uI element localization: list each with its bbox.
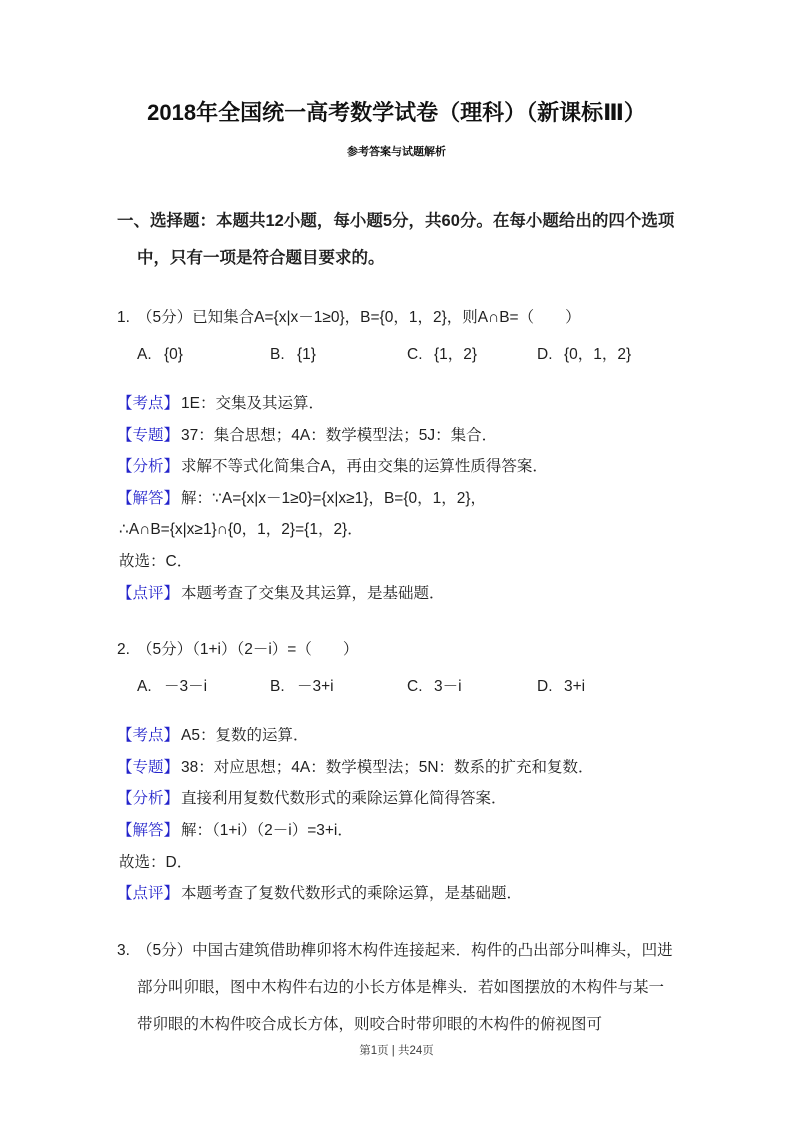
jieda-label: 【解答】 [117,489,180,507]
jieda-text: 解：（1+i）（2－i）=3+i． [181,821,353,839]
solution-line-fenxi [117,783,679,815]
zhuanti-text: 37：集合思想；4A：数学模型法；5J：集合． [181,426,498,444]
option-c [407,668,537,705]
dianping-label: 【点评】 [117,885,180,903]
question-2-solution [117,720,679,910]
jieda-label: 【解答】 [117,821,180,839]
question-2-text: （5分）（1+i）（2－i）=（ ） [137,641,359,659]
kaodian-label: 【考点】 [117,395,180,412]
dianping-text: 本题考查了复数代数形式的乘除运算，是基础题． [181,885,523,903]
question-2-number: 2. [117,641,130,659]
solution-line-zhuanti [117,752,679,784]
question-1-stem [117,299,679,336]
option-d [537,336,679,373]
solution-line-fenxi [117,451,679,483]
question-1-number: 1. [117,309,130,326]
zhuanti-label: 【专题】 [117,426,180,444]
kaodian-text: 1E：交集及其运算． [181,395,324,412]
jieda-text: 解：∵A={x|x－1≥0}={x|x≥1}，B={0，1，2}， [181,489,487,507]
option-b-text: －3+i [297,678,334,696]
page-footer: 第1页 | 共24页 [359,1045,434,1057]
question-2-stem [117,631,679,668]
option-a [137,668,270,705]
fenxi-label: 【分析】 [117,790,180,808]
solution-line-continuation [117,514,679,546]
question-3-stem [117,932,679,1043]
fenxi-text: 求解不等式化简集合A，再由交集的运算性质得答案． [181,458,548,476]
option-c-text: {1，2} [434,346,478,363]
option-a-letter: A. [137,678,152,696]
solution-line-answer [117,546,679,578]
solution-line-answer [117,847,679,879]
option-d-text: 3+i [564,678,586,696]
dianping-label: 【点评】 [117,584,180,602]
solution-line-kaodian [117,720,679,752]
option-d [537,668,679,705]
option-c-text: 3－i [434,678,462,696]
dianping-text: 本题考查了交集及其运算，是基础题． [181,584,445,602]
option-d-text: {0，1，2} [564,346,632,363]
answer-text: 故选：D． [119,853,193,871]
question-2 [117,631,679,910]
kaodian-label: 【考点】 [117,727,180,745]
kaodian-text: A5：复数的运算． [181,727,309,745]
solution-line-dianping [117,878,679,910]
option-a-text: －3－i [164,678,208,696]
question-1-options [117,336,679,373]
zhuanti-text: 38：对应思想；4A：数学模型法；5N：数系的扩充和复数． [181,758,594,776]
question-2-options [117,668,679,705]
option-b [270,336,407,373]
option-a-letter: A. [137,346,152,363]
option-d-letter: D. [537,346,553,363]
zhuanti-label: 【专题】 [117,758,180,776]
solution-line-kaodian [117,388,679,420]
question-3-text: （5分）中国古建筑借助榫卯将木构件连接起来．构件的凸出部分叫榫头，凹进部分叫卯眼，图中木构件右边的小长方体是榫头．若如图摆放的木构件与某一带卯眼的木构件咬合成长方体，则咬合时带卯眼的木构件的俯视图可 [137,941,673,1033]
question-1 [117,299,679,609]
option-c-letter: C. [407,678,423,696]
question-1-solution [117,388,679,609]
question-3-number: 3. [117,941,130,959]
option-a-text: {0} [164,346,183,363]
option-b-letter: B. [270,346,285,363]
solution-line-zhuanti [117,420,679,452]
option-d-letter: D. [537,678,553,696]
option-c [407,336,537,373]
option-b-text: {1} [297,346,316,363]
page-subtitle: 参考答案与试题解析 [347,146,446,158]
section-heading: 一、选择题：本题共12小题，每小题5分，共60分。在每小题给出的四个选项中，只有一项是符合题目要求的。 [117,212,675,267]
answer-text: 故选：C． [119,552,193,570]
fenxi-text: 直接利用复数代数形式的乘除运算化简得答案． [181,790,507,808]
document-content [117,203,679,1043]
question-3 [117,932,679,1043]
solution-line-jieda [117,483,679,515]
solution-line-dianping [117,578,679,610]
option-a [137,336,270,373]
solution-line-jieda [117,815,679,847]
continuation-text: ∴A∩B={x|x≥1}∩{0，1，2}={1，2}． [119,521,363,539]
page-title: 2018年全国统一高考数学试卷（理科）（新课标Ⅲ） [147,100,646,125]
option-b-letter: B. [270,678,285,696]
option-b [270,668,407,705]
option-c-letter: C. [407,346,423,363]
fenxi-label: 【分析】 [117,458,180,476]
question-1-text: （5分）已知集合A={x|x－1≥0}，B={0，1，2}，则A∩B=（ ） [137,309,581,326]
